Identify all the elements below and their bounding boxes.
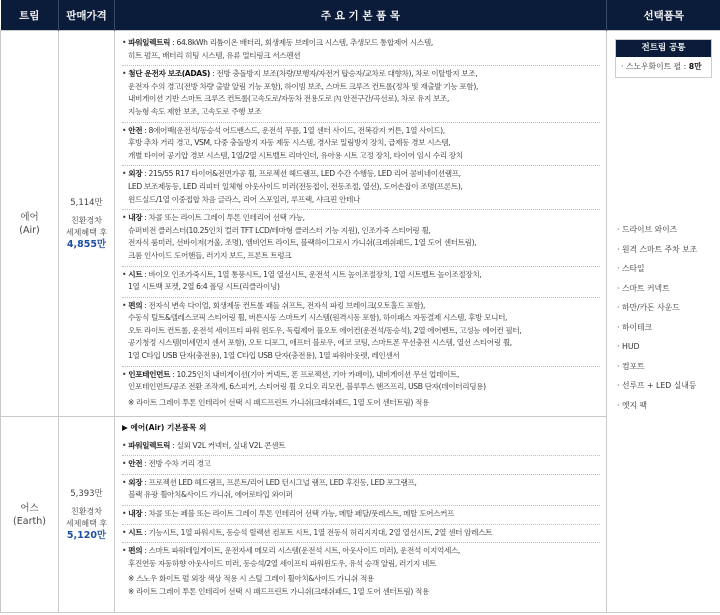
feature-label: 파워일렉트릭: [128, 38, 171, 47]
feature-label: 인포테인먼트: [128, 369, 171, 379]
feature-text: 블랙 유광 휠아치&사이드 가니쉬, 에어로타입 와이퍼: [128, 490, 293, 500]
bullet-icon: •: [122, 477, 129, 487]
note: ※ 라이트 그레이 투톤 인테리어 선택 시 패드프린트 가니쉬(크래쉬패드, 1열 도어 센터트림) 적용: [128, 397, 430, 407]
feature-line: [122, 125, 600, 138]
note: ※ 스노우 화이트 펄 외장 색상 적용 시 스틸 그레이 휠아치&사이드 가니쉬 적용: [128, 574, 374, 584]
option-label: · 스노우화이트 펄 :: [621, 62, 689, 71]
note: ※ 라이트 그레이 투톤 인테리어 선택 시 패드프린트 가니쉬(크래쉬패드, 1열 도어 센터트림) 적용: [128, 586, 430, 596]
price-earth: [59, 417, 115, 613]
feature-text: 수동식 틸트&텔레스코픽 스티어링 휠, 버튼시동 스마트키 시스템(원격시동 포함), 하이패스 자동결제 시스템, 후방 모니터,: [128, 313, 508, 323]
discount-label: 친환경차: [71, 215, 102, 225]
feature-text: 개별 타이어 공기압 경보 시스템, 1열/2열 시트벨트 리마인더, 유아용 시트 고정 장치, 타이어 임시 수리 장치: [128, 150, 463, 160]
option-item: · 선루프 + LED 실내등: [617, 381, 697, 390]
feature-text: 1열 C타입 USB 단자(충전용), 1열 C타입 USB 단자(충전용), 1열 파워아웃렛, 레인센서: [128, 351, 400, 361]
feature-group: [122, 210, 600, 266]
feature-text: : 전방 수차 거리 경고: [142, 459, 211, 469]
price-after-discount: 4,855만: [66, 238, 107, 250]
feature-label: 외장: [128, 169, 143, 179]
items-air: [115, 31, 607, 417]
header-row: [1, 0, 720, 31]
feature-line: [122, 300, 600, 313]
feature-group: [122, 456, 600, 475]
discount-label: 세제혜택 후: [65, 227, 108, 237]
bullet-icon: •: [122, 125, 129, 135]
bullet-icon: •: [122, 459, 129, 469]
feature-group: [122, 123, 600, 167]
feature-line: [122, 212, 600, 225]
feature-group: [122, 267, 600, 298]
feature-label: 외장: [128, 477, 143, 487]
option-item: · 원격 스마트 주차 보조: [617, 244, 698, 254]
feature-label: 파워일렉트릭: [128, 440, 171, 450]
bullet-icon: •: [122, 38, 129, 47]
option-item: · 스마트 커넥트: [617, 283, 670, 293]
feature-line: [122, 458, 600, 471]
feature-text: 슈퍼비전 클러스터(10.25인치 컬러 TFT LCD/테마형 클러스터 기능 지원), 인조가죽 스티어링 휠,: [128, 225, 431, 235]
feature-group: [122, 298, 600, 367]
option-price: 8만: [688, 62, 702, 71]
bullet-icon: •: [122, 69, 129, 79]
feature-group: [122, 525, 600, 544]
section-title: ▶ 에어(Air) 기본품목 외: [122, 423, 207, 432]
feature-line: [122, 68, 600, 81]
feature-text: : 64.8kWh 리튬이온 배터리, 회생제동 브레이크 시스템, 추생모드 통합제어 시스템,: [170, 38, 433, 47]
bullet-icon: •: [122, 440, 129, 450]
option-item: · 드라이브 와이즈: [617, 225, 678, 234]
bullet-icon: •: [122, 269, 129, 279]
feature-text: 1열 시트백 포켓, 2열 6:4 폴딩 시트(리클라이닝): [128, 282, 280, 292]
option-item: · 컴포트: [617, 361, 645, 371]
feature-group: [122, 438, 600, 457]
feature-text: LED 보조제동등, LED 리피터 일체형 아웃사이드 미러(전동접이, 전동조절, 열선), 도어손잡이 조명(프론트),: [128, 181, 463, 191]
feature-label: 내장: [128, 508, 143, 518]
feature-text: : 전자식 변속 다이얼, 회생제동 컨트롤 패들 쉬프트, 전자식 파킹 브레이크(오토홀드 포함),: [142, 300, 426, 310]
feature-text: 인포테인먼트/공조 전환 조작계, 6스피커, 스티어링 휠 오디오 리모컨, 블루투스 핸즈프리, USB 단자(데이터리딩용): [128, 382, 486, 392]
feature-text: : 실외 V2L 커넥터, 실내 V2L 콘센트: [170, 440, 286, 450]
feature-text: : 차콜 또는 페블 또는 라이트 그레이 투톤 인테리어 선택 가능, 메탈 페달/풋레스트, 메탈 도어스커프: [142, 508, 455, 518]
header-options: 선택품목: [607, 0, 720, 31]
feature-label: 편의: [128, 546, 143, 556]
feature-label: 시트: [128, 527, 143, 537]
feature-group: [122, 506, 600, 525]
feature-text: : 차콜 또는 라이트 그레이 투톤 인테리어 선택 가능,: [142, 213, 305, 223]
feature-group: [122, 35, 600, 66]
common-options-box: [615, 39, 712, 78]
option-item: · HUD: [617, 342, 640, 351]
price-base: 5,393만: [70, 488, 103, 499]
bullet-icon: •: [122, 169, 129, 179]
feature-group: [122, 166, 600, 210]
feature-line: [122, 440, 600, 453]
feature-text: 내비게이션 기반 스마트 크루즈 컨트롤(고속도로/자동차 전용도로 內 안전구간/곡선로), 차로 유지 보조,: [128, 94, 450, 104]
feature-text: 히트 펌프, 배터리 히팅 시스템, 유류 멀티링크 서스펜션: [128, 50, 301, 60]
feature-line: [122, 37, 600, 50]
feature-text: 지능형 속도 제한 보조, 고속도로 주행 보조: [128, 106, 262, 116]
feature-line: [122, 269, 600, 282]
option-item: · 하만/카돈 사운드: [617, 303, 680, 312]
header-items: 주 요 기 본 품 목: [115, 0, 607, 31]
items-earth: [115, 417, 607, 613]
bullet-icon: •: [122, 213, 129, 223]
trim-earth: [1, 417, 59, 613]
bullet-icon: •: [122, 508, 129, 518]
feature-group: [122, 367, 600, 397]
feature-group: [122, 543, 600, 573]
feature-group: [122, 475, 600, 506]
bullet-icon: •: [122, 300, 129, 310]
price-base: 5,114만: [70, 197, 103, 208]
feature-line: [122, 477, 600, 490]
common-options-title: 전트림 공통: [616, 40, 711, 57]
feature-text: 오토 라이트 컨트롤, 운전석 세이프티 파워 윈도우, 독립제어 풀오토 에어컨(운전석/동승석), 2열 에어벤트, 고성능 에어컨 필터,: [128, 325, 522, 335]
feature-text: : 기능시트, 1열 파워시트, 동승석 릴렉션 컴포트 시트, 1열 전동식 허리지지대, 2열 열선시트, 2열 센터 암레스트: [142, 527, 493, 537]
bullet-icon: •: [122, 546, 129, 556]
feature-line: [122, 545, 600, 558]
trim-name: 어스: [20, 502, 39, 514]
feature-label: 편의: [128, 300, 143, 310]
feature-line: [122, 168, 600, 181]
header-price: 판매가격: [59, 0, 115, 31]
feature-label: 안전: [128, 459, 143, 469]
feature-text: 후진연동 자동하향 아웃사이드 미러, 동승석/2열 세이프티 파워윈도우, 유석 승객 알림, 러기지 네트: [128, 558, 437, 568]
option-list: [615, 220, 712, 415]
feature-text: : 바이오 인조가죽시트, 1열 통풍시트, 1열 열선시트, 운전석 시트 높이조절장치, 1열 시트벨트 높이조절장치,: [142, 269, 482, 279]
option-item: · 스타일: [617, 264, 645, 273]
price-after-discount: 5,120만: [66, 529, 107, 541]
feature-text: : 10.25인치 내비게이션(기아 커넥트, 폰 프로젝션, 기아 카페이), 내비게이션 무선 업데이트,: [170, 369, 460, 379]
row-air: [1, 31, 720, 417]
feature-text: 공기청정 시스템(미세먼지 센서 포함), 오토 디포그, 애프터 블로우, 에코 코팅, 스마트폰 무선충전 시스템, 열선 스티어링 휠,: [128, 338, 512, 348]
option-item: · 하이테크: [617, 322, 653, 332]
bullet-icon: •: [122, 527, 129, 537]
header-trim: 트림: [1, 0, 59, 31]
discount-label: 세제혜택 후: [65, 518, 108, 528]
feature-text: : 8에어백(운전석/동승석 어드밴스드, 운전석 무릎, 1열 센터 사이드, 전복감지 커튼, 1열 사이드),: [142, 125, 445, 135]
feature-text: 전자식 룸미러, 선바이저(거울, 조명), 엠비언트 라이트, 블랙하이그로시 가니쉬(크래쉬패드, 1열 도어 센터트림),: [128, 238, 477, 248]
feature-label: 시트: [128, 269, 143, 279]
feature-group: [122, 66, 600, 122]
feature-text: : 프로젝션 LED 헤드램프, 프론트/리어 LED 턴시그널 램프, LED 후진등, LED 포그램프,: [142, 477, 417, 487]
feature-text: : 스마트 파워테일게이트, 운전자세 메모리 시스템(운전석 시트, 아웃사이드 미러), 운전석 이지억세스,: [142, 546, 460, 556]
common-option-item: [616, 57, 711, 77]
feature-label: 첨단 운전자 보조(ADAS): [128, 69, 211, 79]
feature-line: [122, 369, 600, 382]
option-item: · 엣지 팩: [617, 400, 648, 410]
discount-label: 친환경차: [71, 506, 102, 516]
feature-text: 크롬 인사이드 도어핸들, 러기지 보드, 프론트 트렁크: [128, 250, 292, 260]
feature-line: [122, 527, 600, 540]
trim-name-en: (Air): [19, 224, 40, 236]
feature-text: 운전자 수의 경고(전방 차량 출발 알림 기능 포함), 하이빔 보조, 스마트 크루즈 컨트롤(정차 및 재출발 기능 포함),: [128, 81, 479, 91]
feature-label: 내장: [128, 213, 143, 223]
feature-line: [122, 508, 600, 521]
trim-name: 에어: [20, 211, 39, 223]
feature-text: : 전방 충돌방지 보조(차량/보행자/자전거 탑승자/교차로 대향차), 차로 이탈방지 보조,: [210, 69, 478, 79]
bullet-icon: •: [122, 369, 129, 379]
trim-name-en: (Earth): [13, 515, 46, 527]
feature-text: : 215/55 R17 타이어&전면가공 휠, 프로젝션 헤드램프, LED 수간 수행등, LED 리어 콤비네이션램프,: [142, 169, 461, 179]
feature-text: 후방 추차 거리 경고, VSM, 다중 충돌방지 자동 제동 시스템, 경사로 밀림방지 장치, 급제동 경보 시스템,: [128, 138, 451, 148]
feature-text: 윈드실드/1열 이중접합 차음 글라스, 리어 스포일러, 루프랙, 샤크핀 안테나: [128, 194, 360, 204]
trim-air: [1, 31, 59, 417]
feature-label: 안전: [128, 125, 143, 135]
options-cell: [607, 31, 720, 613]
price-air: [59, 31, 115, 417]
